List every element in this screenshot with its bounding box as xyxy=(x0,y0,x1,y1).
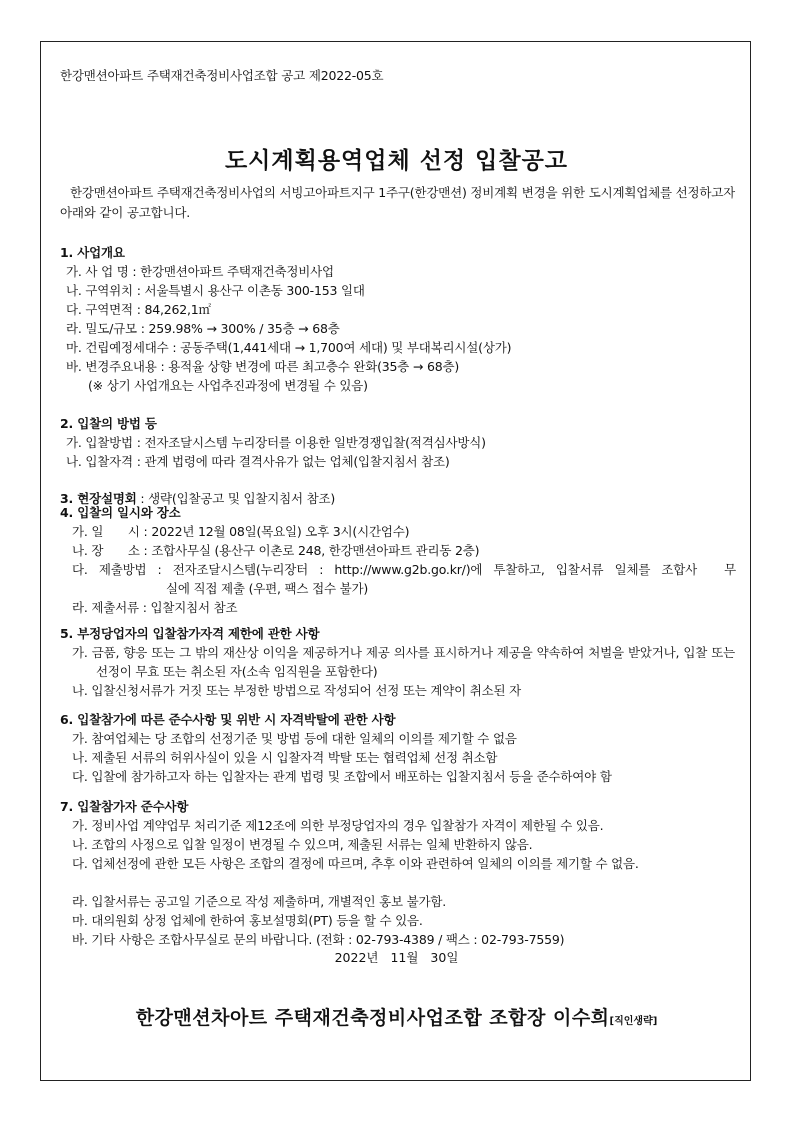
bidder-rule-item: 라. 입찰서류는 공고일 기준으로 작성 제출하며, 개별적인 홍보 불가함. xyxy=(72,894,447,909)
restriction-item: 나. 입찰신청서류가 거짓 또는 부정한 방법으로 작성되어 선정 또는 계약이 취소된 자 xyxy=(72,683,522,698)
section-heading-overview: 1. 사업개요 xyxy=(60,245,125,260)
signature-line xyxy=(0,1003,793,1030)
overview-note: (※ 상기 사업개요는 사업추진과정에 변경될 수 있음) xyxy=(88,378,368,393)
section-heading-method: 2. 입찰의 방법 등 xyxy=(60,416,157,431)
schedule-item-continued: 실에 직접 제출 (우편, 팩스 접수 불가) xyxy=(166,581,369,596)
method-item: 가. 입찰방법 : 전자조달시스템 누리장터를 이용한 일반경쟁입찰(적격심사방식) xyxy=(66,435,486,450)
overview-item: 나. 구역위치 : 서울특별시 용산구 이촌동 300-153 일대 xyxy=(66,283,365,298)
overview-item: 다. 구역면적 : 84,262,1㎡ xyxy=(66,302,211,317)
overview-item: 바. 변경주요내용 : 용적율 상향 변경에 따른 최고층수 완화(35층 → 68층) xyxy=(66,359,460,374)
compliance-item: 가. 참여업체는 당 조합의 선정기준 및 방법 등에 대한 일체의 이의를 제기할 수 없음 xyxy=(72,731,517,746)
bidder-rule-item: 가. 정비사업 계약업무 처리기준 제12조에 의한 부정당업자의 경우 입찰참가 자격이 제한될 수 있음. xyxy=(72,818,604,833)
section-heading-briefing: 3. 현장설명회 xyxy=(60,491,137,506)
section-heading-compliance: 6. 입찰참가에 따른 준수사항 및 위반 시 자격박탈에 관한 사항 xyxy=(60,712,396,727)
compliance-item: 나. 제출된 서류의 허위사실이 있을 시 입찰자격 박탈 또는 협력업체 선정 취소함 xyxy=(72,750,498,765)
section-heading-bidder-rules: 7. 입찰참가자 준수사항 xyxy=(60,799,189,814)
schedule-item: 나. 장 소 : 조합사무실 (용산구 이촌로 248, 한강맨션아파트 관리동 2층) xyxy=(72,543,480,558)
overview-item: 라. 밀도/규모 : 259.98% → 300% / 35층 → 68층 xyxy=(66,321,340,336)
intro-paragraph: 한강맨션아파트 주택재건축정비사업의 서빙고아파트지구 1주구(한강맨션) 정비계획 변경을 위한 도시계획업체를 선정하고자 아래와 같이 공고합니다. xyxy=(60,185,735,220)
bidder-rule-item: 바. 기타 사항은 조합사무실로 문의 바랍니다. (전화 : 02-793-4389 / 팩스 : 02-793-7559) xyxy=(72,932,565,947)
overview-item: 가. 사 업 명 : 한강맨션아파트 주택재건축정비사업 xyxy=(66,264,334,279)
schedule-item: 라. 제출서류 : 입찰지침서 참조 xyxy=(72,600,238,615)
section-heading-restriction: 5. 부정당업자의 입찰참가자격 제한에 관한 사항 xyxy=(60,626,320,641)
schedule-item: 다. 제출방법 : 전자조달시스템(누리장터 : http://www.g2b.go.kr/)에 투찰하고, 입찰서류 일체를 조합사 무 xyxy=(72,562,736,577)
restriction-item: 가. 금품, 향응 또는 그 밖의 재산상 이익을 제공하거나 제공 의사를 표시하거나 제공을 약속하여 처벌을 받았거나, 입찰 또는 선정이 무효 또는 취소된 자(소속 임직원을 포함한다) xyxy=(72,645,735,679)
bidder-rule-item: 다. 업체선정에 관한 모든 사항은 조합의 결정에 따르며, 추후 이와 관련하여 일체의 이의를 제기할 수 없음. xyxy=(72,856,639,871)
section-heading-schedule: 4. 입찰의 일시와 장소 xyxy=(60,505,181,520)
briefing-text: : 생략(입찰공고 및 입찰지침서 참조) xyxy=(136,491,336,506)
seal-note: [직인생략] xyxy=(609,1016,658,1027)
page-title: 도시계획용역업체 선정 입찰공고 xyxy=(224,148,569,174)
overview-item: 마. 건립예정세대수 : 공동주택(1,441세대 → 1,700여 세대) 및 부대복리시설(상가) xyxy=(66,340,512,355)
notice-date: 2022년 11월 30일 xyxy=(334,950,459,965)
bidder-rule-item: 마. 대의원회 상정 업체에 한하여 홍보설명회(PT) 등을 할 수 있음. xyxy=(72,913,423,928)
method-item: 나. 입찰자격 : 관계 법령에 따라 결격사유가 없는 업체(입찰지침서 참조) xyxy=(66,454,450,469)
schedule-item: 가. 일 시 : 2022년 12월 08일(목요일) 오후 3시(시간엄수) xyxy=(72,524,410,539)
notice-number: 한강맨션아파트 주택재건축정비사업조합 공고 제2022-05호 xyxy=(60,68,384,83)
compliance-item: 다. 입찰에 참가하고자 하는 입찰자는 관계 법령 및 조합에서 배포하는 입찰지침서 등을 준수하여야 함 xyxy=(72,769,612,784)
bidder-rule-item: 나. 조합의 사정으로 입찰 일정이 변경될 수 있으며, 제출된 서류는 일체 반환하지 않음. xyxy=(72,837,533,852)
signatory: 한강맨션차아트 주택재건축정비사업조합 조합장 이수희 xyxy=(135,1007,610,1029)
